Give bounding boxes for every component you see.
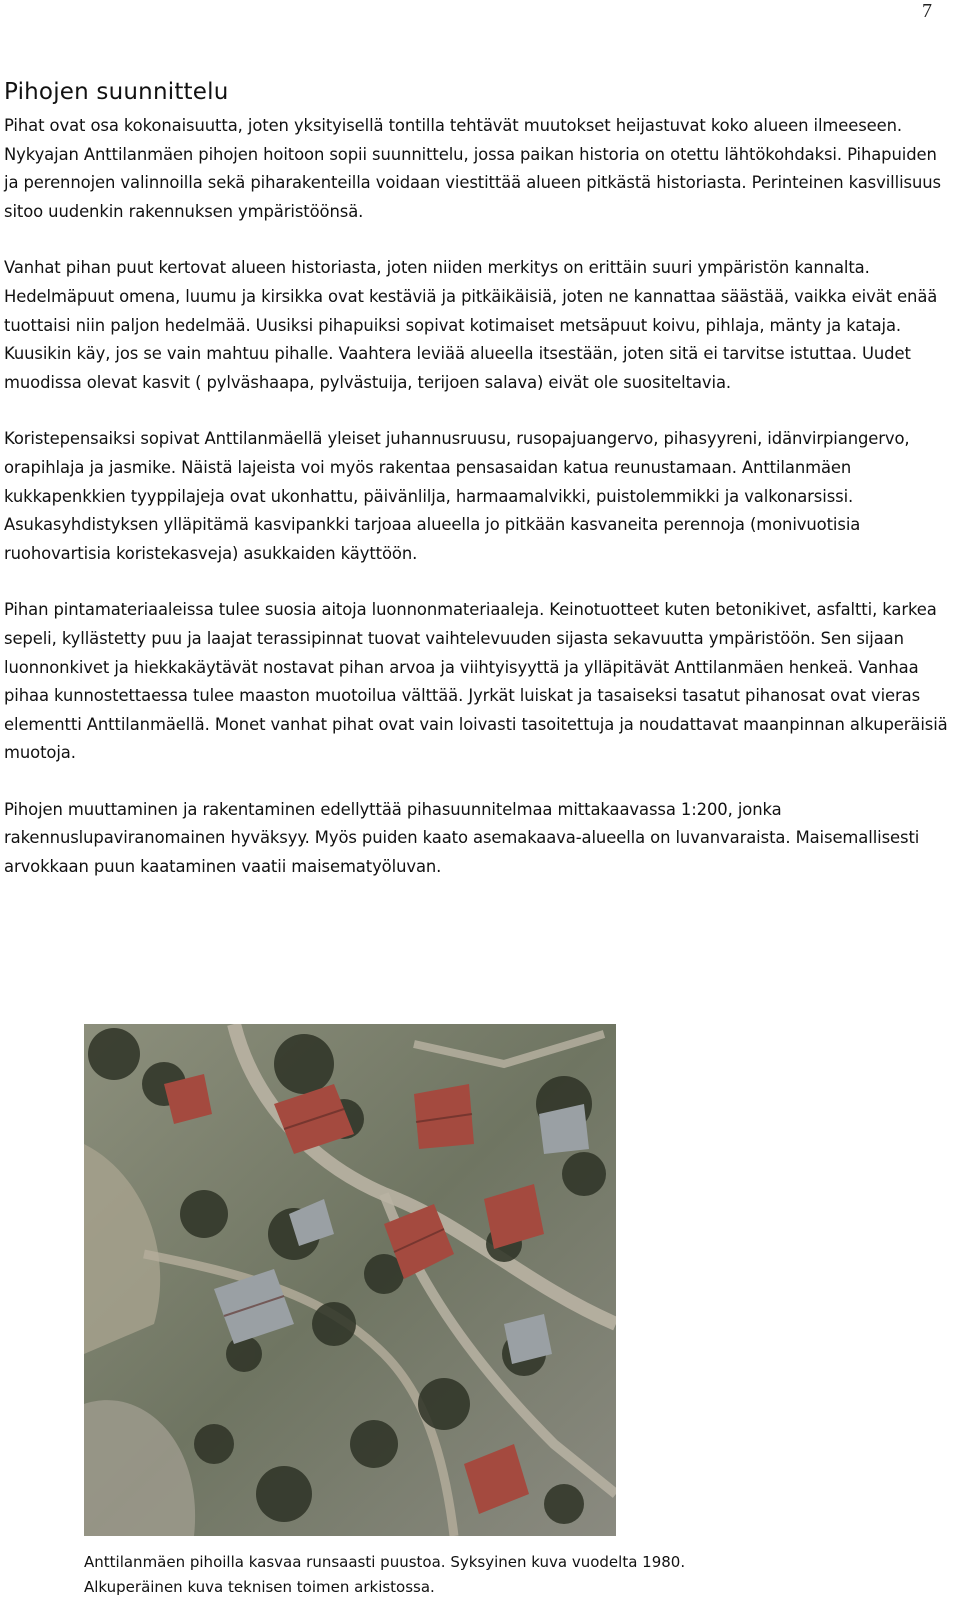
photo-caption (84, 1550, 884, 1600)
aerial-photo-drawing (84, 1024, 616, 1536)
paragraph-trees: Vanhat pihan puut kertovat alueen historiasta, joten niiden merkitys on erittäin suuri ympäristön kannalta. Hedelmäpuut omena, luumu ja kirsikka ovat kestäviä ja pitkäikäisiä, joten ne kannattaa säästää, vaikka eivät enää tuottaisi niin paljon hedelmää. Uusiksi pihapuiksi sopivat kotimaiset metsäpuut koivu, pihlaja, mänty ja kataja. Kuusikin käy, jos se vain mahtuu pihalle. Vaahtera leviää alueella itsestään, joten sitä ei tarvitse istuttaa. Uudet muodissa olevat kasvit ( pylväshaapa, pylvästuija, terijoen salava) eivät ole suositeltavia. (4, 258, 938, 392)
paragraph-intro: Pihat ovat osa kokonaisuutta, joten yksityisellä tontilla tehtävät muutokset heijastuvat koko alueen ilmeeseen. Nykyajan Anttilanmäen pihojen hoitoon sopii suunnittelu, jossa paikan historia on otettu lähtökohdaksi. Pihapuiden ja perennojen valinnoilla sekä piharakenteilla voidaan viestittää alueen pitkästä historiasta. Perinteinen kasvillisuus sitoo uudenkin rakennuksen ympäristöönsä. (4, 116, 941, 221)
page-number: 7 (922, 0, 932, 22)
page-title: Pihojen suunnittelu (4, 79, 229, 105)
page-content (4, 76, 954, 910)
caption-line-1: Anttilanmäen pihoilla kasvaa runsaasti puustoa. Syksyinen kuva vuodelta 1980. (84, 1553, 686, 1571)
caption-line-2: Alkuperäinen kuva teknisen toimen arkistossa. (84, 1578, 435, 1596)
paragraph-materials: Pihan pintamateriaaleissa tulee suosia aitoja luonnonmateriaaleja. Keinotuotteet kuten betonikivet, asfaltti, karkea sepeli, kyllästetty puu ja laajat terassipinnat tuovat vaihtelevuuden sijasta sekavuutta ympäristöön. Sen sijaan luonnonkivet ja hiekkakäytävät nostavat pihan arvoa ja viihtyisyyttä ja ylläpitävät Anttilanmäen henkeä. Vanhaa pihaa kunnostettaessa tulee maaston muotoilua välttää. Jyrkät luiskat ja tasaiseksi tasatut pihanosat ovat vieras elementti Anttilanmäellä. Monet vanhat pihat ovat vain loivasti tasoitettuja ja noudattavat maanpinnan alkuperäisiä muotoja. (4, 600, 948, 763)
paragraph-shrubs: Koristepensaiksi sopivat Anttilanmäellä yleiset juhannusruusu, rusopajuangervo, pihasyyreni, idänvirpiangervo, orapihlaja ja jasmike. Näistä lajeista voi myös rakentaa pensasaidan katua reunustamaan. Anttilanmäen kukkapenkkien tyyppilajeja ovat ukonhattu, päivänlilja, harmaamalvikki, puistolemmikki ja valkonarsissi. Asukasyhdistyksen ylläpitämä kasvipankki tarjoaa alueella jo pitkään kasvaneita perennoja (monivuotisia ruohovartisia koristekasveja) asukkaiden käyttöön. (4, 429, 910, 563)
aerial-photo (84, 1024, 616, 1536)
paragraph-permits: Pihojen muuttaminen ja rakentaminen edellyttää pihasuunnitelmaa mittakaavassa 1:200, jonka rakennuslupaviranomainen hyväksyy. Myös puiden kaato asemakaava-alueella on luvanvaraista. Maisemallisesti arvokkaan puun kaataminen vaatii maisematyöluvan. (4, 799, 920, 877)
